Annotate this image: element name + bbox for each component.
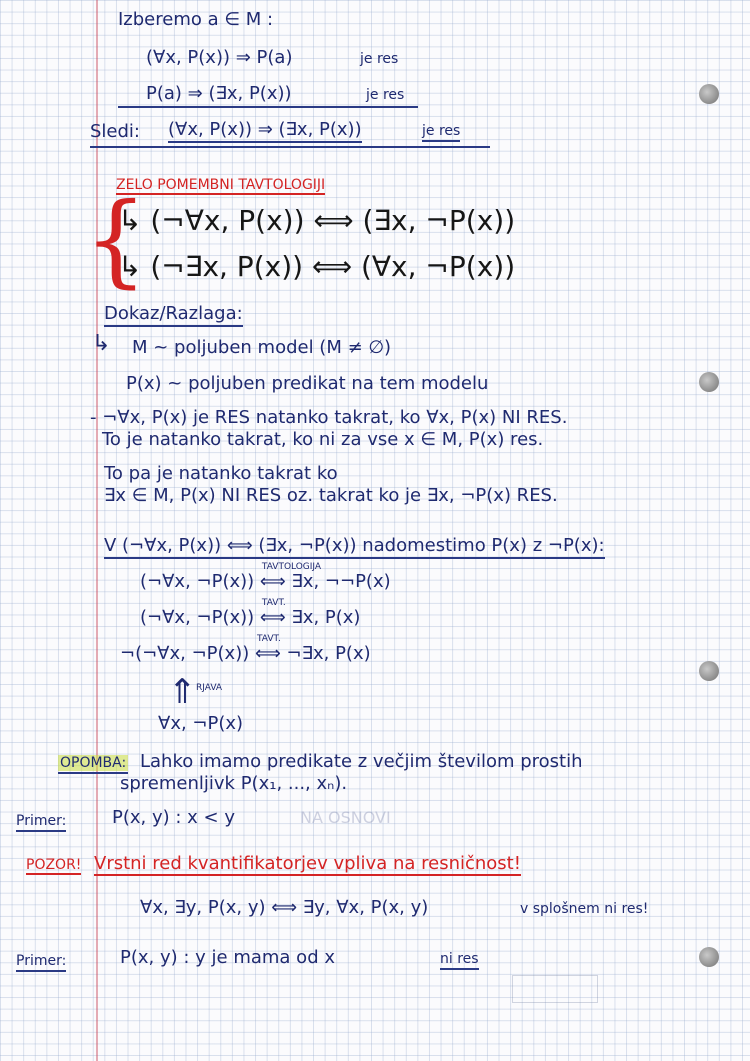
pozor-label: POZOR! (26, 858, 81, 875)
tavtologija-label: TAVTOLOGIJA (261, 562, 322, 572)
punch-hole-1 (699, 84, 719, 104)
line-forall-implies: (∀x, P(x)) ⇒ P(a) (146, 47, 293, 68)
sub-line-3-arrow (255, 634, 371, 664)
line-izberemo: Izberemo a ∈ M : (118, 9, 274, 30)
punch-hole-4 (699, 947, 719, 967)
proof-line-2: P(x) ~ poljuben predikat na tem modelu (126, 373, 489, 394)
proof-line-5: To pa je natanko takrat ko (104, 463, 338, 484)
faint-box (512, 975, 598, 1003)
proof-line-1: M ~ poljuben model (M ≠ ∅) (132, 337, 392, 358)
pozor-text: Vrstni red kvantifikatorjev vpliva na resničnost! (94, 853, 521, 874)
sub-line-2-left: (¬∀x, ¬P(x)) (140, 607, 255, 628)
sub-line-2 (140, 598, 361, 628)
tautology-heading: ZELO POMEMBNI TAVTOLOGIJI (116, 178, 325, 195)
sub-line-3-right: ⟺ ¬∃x, P(x) (255, 643, 371, 664)
proof-heading: Dokaz/Razlaga: (104, 304, 243, 327)
line-sledi-label: Sledi: (90, 121, 140, 142)
proof-arrow: ↳ (92, 331, 111, 356)
tavt-label-3: TAVT. (257, 634, 281, 644)
sub-line-1-right: ⟺ ∃x, ¬¬P(x) (259, 571, 391, 592)
substitution-heading: V (¬∀x, P(x)) ⟺ (∃x, ¬P(x)) nadomestimo P(x) z ¬P(x): (104, 536, 605, 559)
sub-line-1 (140, 562, 391, 592)
sub-line-4: ∀x, ¬P(x) (158, 713, 244, 734)
sub-line-2-arrow (259, 598, 361, 628)
margin-line (96, 0, 98, 1061)
primer-2-label: Primer: (16, 954, 66, 972)
proof-line-4: To je natanko takrat, ko ni za vse x ∈ M, P(x) res. (102, 429, 544, 450)
double-up-arrow: ⇑ (168, 672, 197, 712)
rjava-label: RJAVA (196, 683, 223, 693)
sub-line-3 (120, 634, 371, 664)
tautology-2: ↳ (¬∃x, P(x)) ⟺ (∀x, ¬P(x)) (118, 250, 516, 283)
opomba-line-2: spremenljivk P(x₁, ..., xₙ). (120, 773, 348, 794)
proof-line-3: - ¬∀x, P(x) je RES natanko takrat, ko ∀x, P(x) NI RES. (90, 407, 568, 428)
line-sledi-formula: (∀x, P(x)) ⇒ (∃x, P(x)) (168, 120, 362, 143)
quantifier-note: v splošnem ni res! (520, 901, 649, 917)
red-brace: { (84, 181, 148, 298)
sub-line-3-left: ¬(¬∀x, ¬P(x)) (120, 643, 250, 664)
primer-1-text: P(x, y) : x < y (112, 807, 235, 828)
faint-erased-text: NA OSNOVI (300, 808, 391, 827)
opomba-highlight: OPOMBA: (60, 755, 127, 771)
primer-1-label: Primer: (16, 814, 66, 832)
line-pa-implies: P(a) ⇒ (∃x, P(x)) (146, 83, 292, 104)
punch-hole-2 (699, 372, 719, 392)
sub-line-1-left: (¬∀x, ¬P(x)) (140, 571, 255, 592)
line-sledi-res: je res (422, 124, 460, 142)
underline-divider (118, 106, 418, 108)
sub-line-2-right: ⟺ ∃x, P(x) (259, 607, 361, 628)
line-forall-res: je res (360, 51, 399, 67)
opomba-label (58, 756, 128, 774)
opomba-line-1: Lahko imamo predikate z večjim številom prostih (140, 751, 583, 772)
line-pa-res: je res (366, 87, 405, 103)
tautology-1: ↳ (¬∀x, P(x)) ⟺ (∃x, ¬P(x)) (118, 204, 516, 237)
sub-line-1-arrow (259, 562, 391, 592)
proof-line-6: ∃x ∈ M, P(x) NI RES oz. takrat ko je ∃x, ¬P(x) RES. (104, 485, 558, 506)
tavt-label-2: TAVT. (261, 598, 286, 608)
punch-hole-3 (699, 661, 719, 681)
section-divider (90, 146, 490, 148)
primer-2-text: P(x, y) : y je mama od x (120, 947, 335, 968)
primer-2-note: ni res (440, 952, 479, 970)
quantifier-line: ∀x, ∃y, P(x, y) ⟺ ∃y, ∀x, P(x, y) (140, 897, 429, 918)
